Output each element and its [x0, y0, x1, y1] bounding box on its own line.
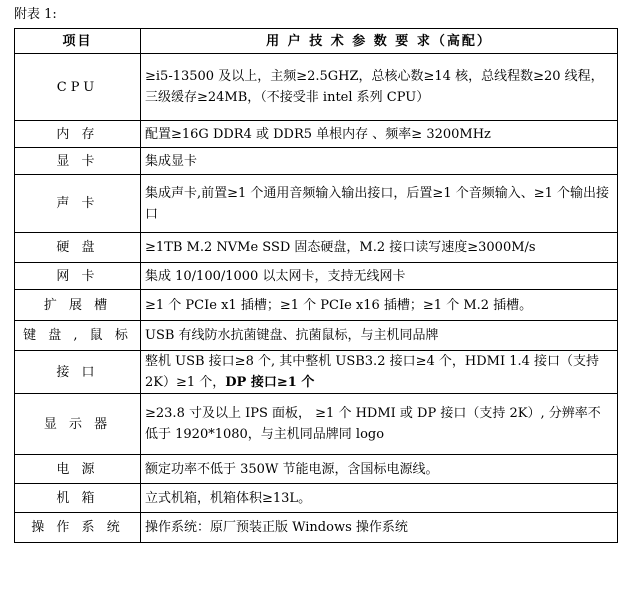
ports-text: 整机 USB 接口≥8 个, 其中整机 USB3.2 接口≥4 个，HDMI 1.4 接口（支持 2K）≥1 个，	[145, 354, 600, 390]
row-label-sound: 声 卡	[15, 175, 141, 233]
table-row	[15, 351, 618, 394]
row-label-chassis: 机 箱	[15, 484, 141, 513]
row-label-gpu: 显 卡	[15, 148, 141, 175]
table-row	[15, 513, 618, 543]
row-value-network: 集成 10/100/1000 以太网卡，支持无线网卡	[141, 263, 618, 290]
row-value-memory: 配置≥16G DDR4 或 DDR5 单根内存 、频率≥ 3200MHz	[141, 121, 618, 148]
table-row	[15, 175, 618, 233]
row-label-keyboard-mouse: 键 盘 , 鼠 标	[15, 321, 141, 351]
row-value-slots: ≥1 个 PCIe x1 插槽；≥1 个 PCIe x16 插槽；≥1 个 M.2 插槽。	[141, 290, 618, 321]
table-row	[15, 263, 618, 290]
row-value-gpu: 集成显卡	[141, 148, 618, 175]
table-row	[15, 54, 618, 121]
row-label-cpu: CPU	[15, 54, 141, 121]
table-row	[15, 121, 618, 148]
row-label-memory: 内 存	[15, 121, 141, 148]
ports-dp-text: DP 接口≥1 个	[225, 375, 315, 390]
row-label-ports: 接 口	[15, 351, 141, 394]
header-item: 项目	[15, 29, 141, 54]
row-label-slots: 扩 展 槽	[15, 290, 141, 321]
row-value-os: 操作系统：原厂预装正版 Windows 操作系统	[141, 513, 618, 543]
row-label-os: 操 作 系 统	[15, 513, 141, 543]
row-label-disk: 硬 盘	[15, 233, 141, 263]
table-row	[15, 233, 618, 263]
row-value-power: 额定功率不低于 350W 节能电源，含国标电源线。	[141, 455, 618, 484]
table-row	[15, 290, 618, 321]
row-value-sound: 集成声卡,前置≥1 个通用音频输入输出接口，后置≥1 个音频输入、≥1 个输出接口	[141, 175, 618, 233]
row-label-monitor: 显 示 器	[15, 394, 141, 455]
table-header-row	[15, 29, 618, 54]
row-value-cpu: ≥i5-13500 及以上，主频≥2.5GHZ，总核心数≥14 核，总线程数≥20 线程，三级缓存≥24MB，（不接受非 intel 系列 CPU）	[141, 54, 618, 121]
table-row	[15, 321, 618, 351]
table-row	[15, 394, 618, 455]
row-value-monitor: ≥23.8 寸及以上 IPS 面板， ≥1 个 HDMI 或 DP 接口（支持 2K）, 分辨率不低于 1920*1080，与主机同品牌同 logo	[141, 394, 618, 455]
row-value-chassis: 立式机箱，机箱体积≥13L。	[141, 484, 618, 513]
table-caption: 附表 1:	[14, 7, 57, 22]
row-value-ports	[141, 351, 618, 394]
table-row	[15, 148, 618, 175]
row-label-power: 电 源	[15, 455, 141, 484]
row-label-network: 网 卡	[15, 263, 141, 290]
table-row	[15, 455, 618, 484]
row-value-keyboard-mouse: USB 有线防水抗菌键盘、抗菌鼠标，与主机同品牌	[141, 321, 618, 351]
header-requirements: 用 户 技 术 参 数 要 求（高配）	[141, 29, 618, 54]
row-value-disk: ≥1TB M.2 NVMe SSD 固态硬盘，M.2 接口读写速度≥3000M/s	[141, 233, 618, 263]
table-row	[15, 484, 618, 513]
spec-table	[14, 28, 618, 543]
